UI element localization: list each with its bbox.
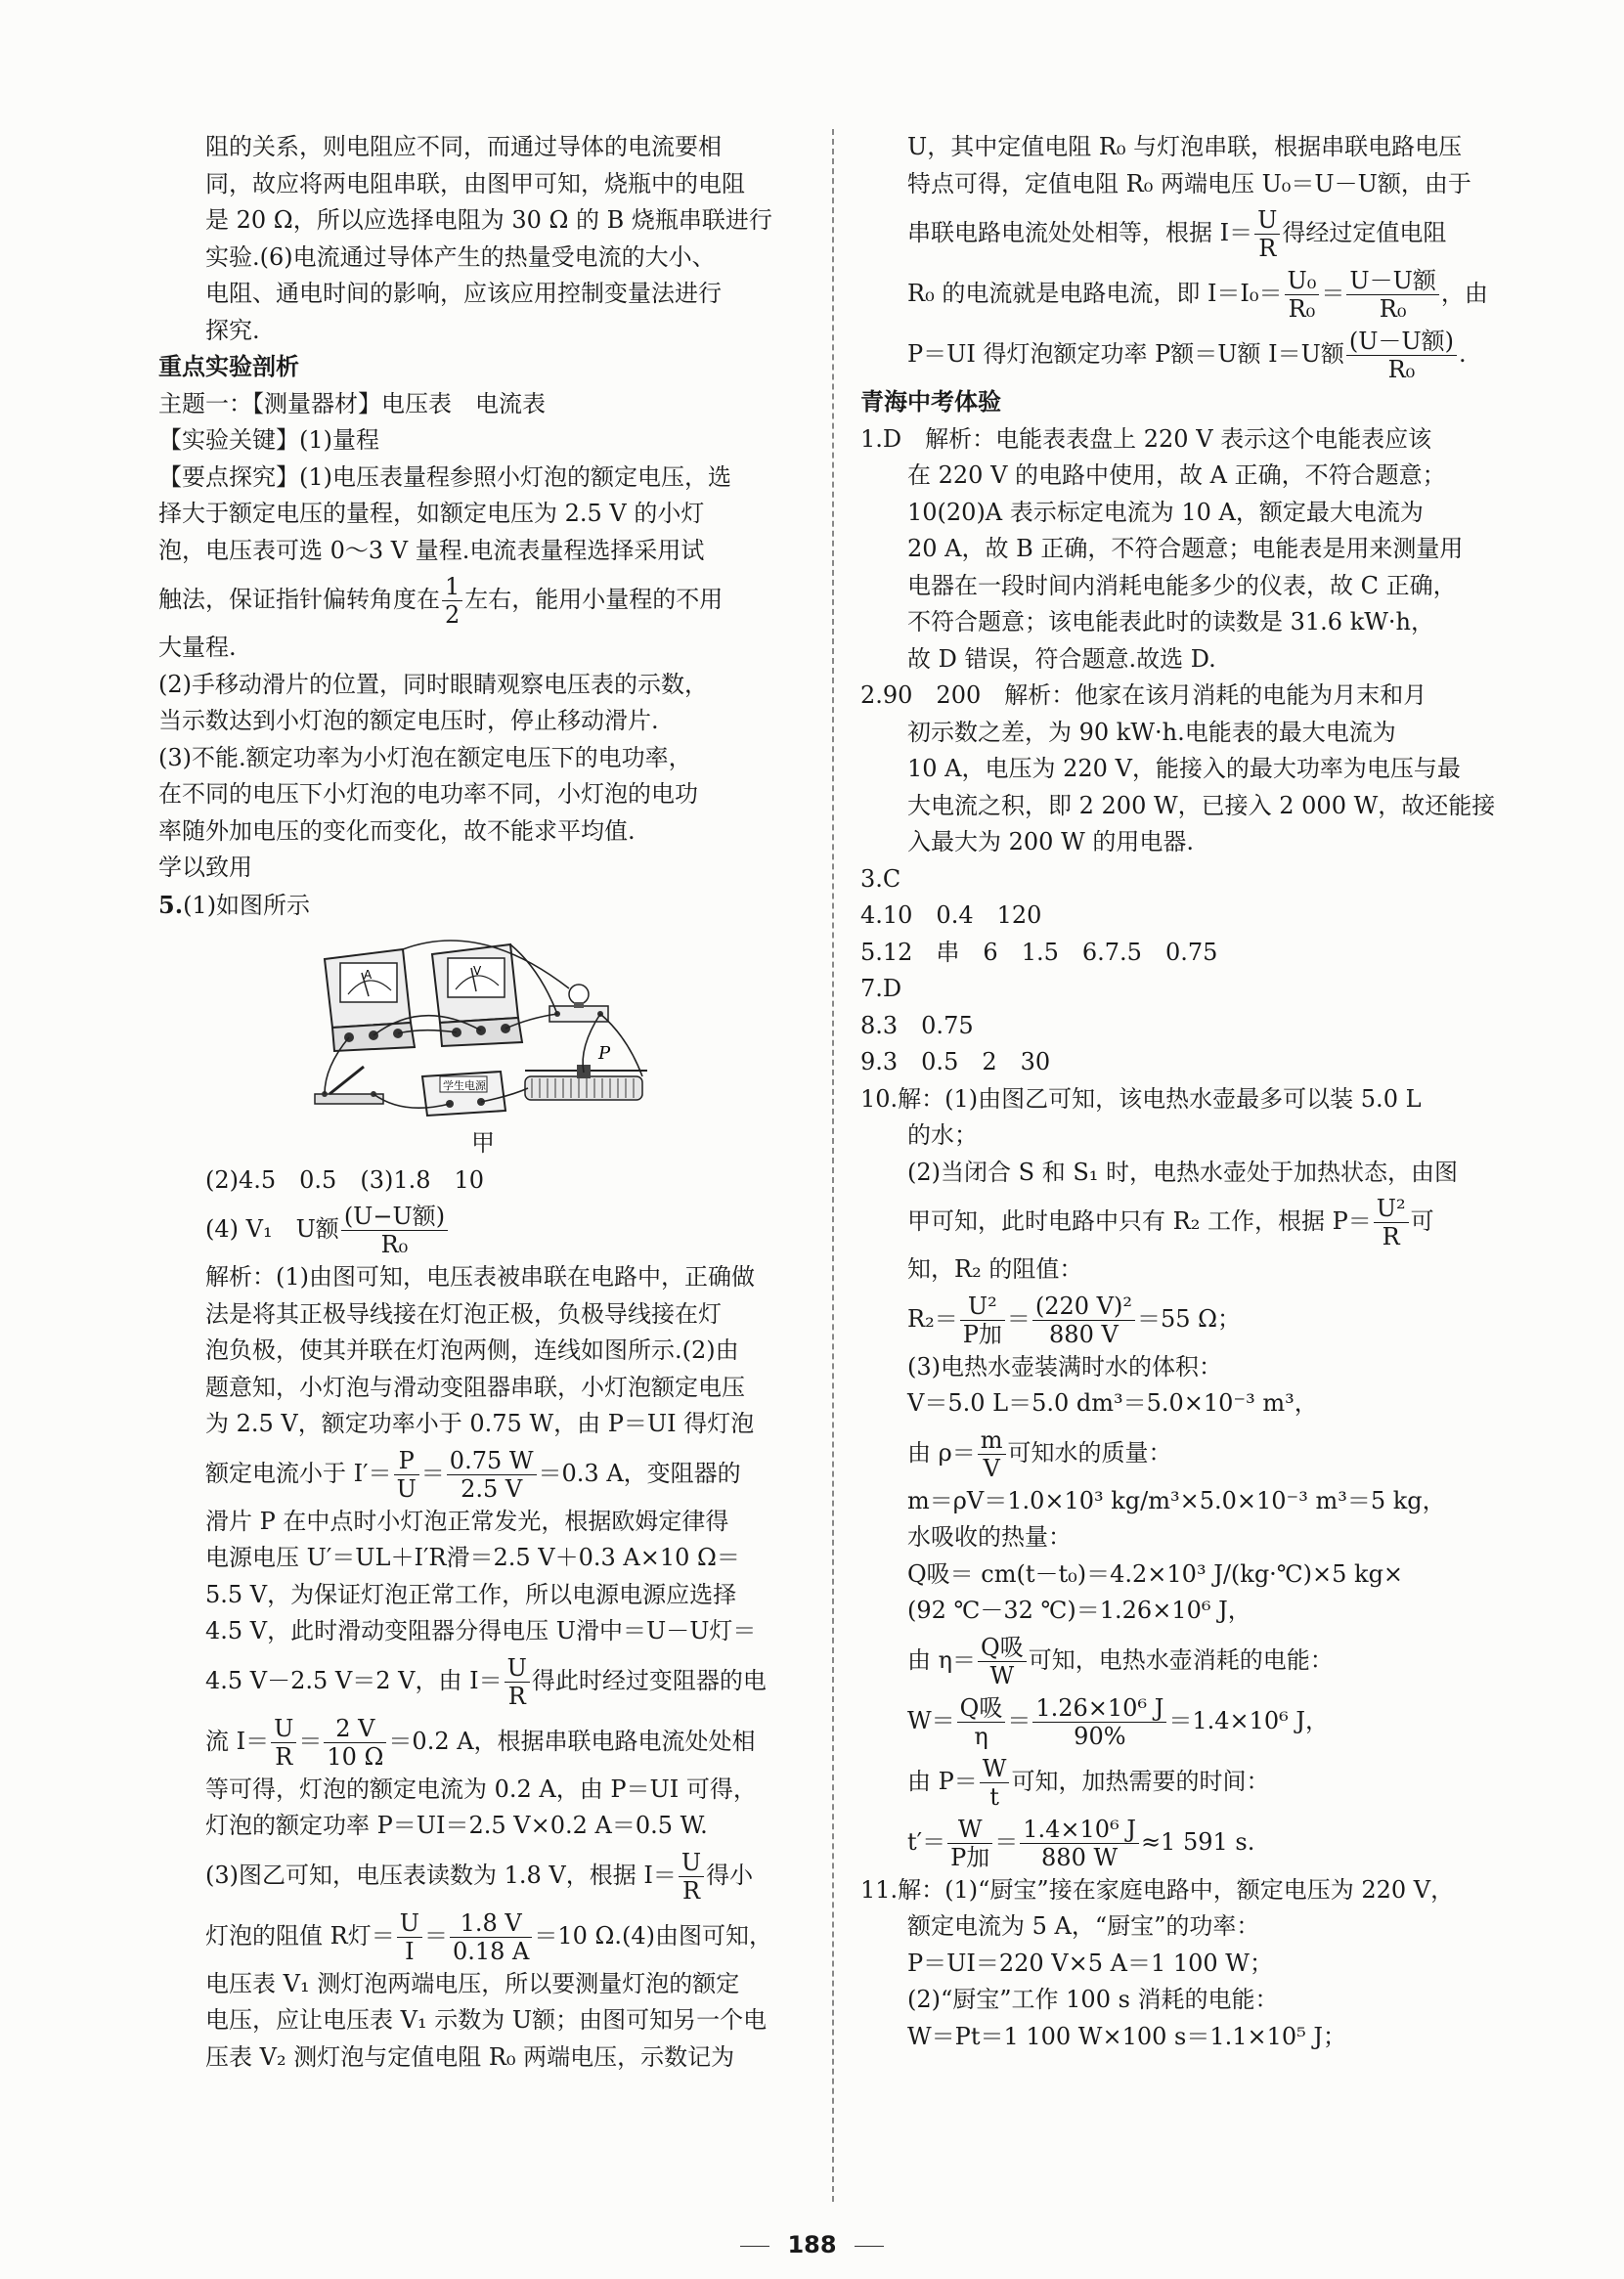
- slider-label: P: [598, 1043, 611, 1064]
- answer-11-line: 11.解：(1)“厨宝”接在家庭电路中，额定电压为 220 V，: [860, 1875, 1455, 1904]
- answer-9: 9.3 0.5 2 30: [860, 1048, 1051, 1075]
- analysis-line: 解析：(1)由图可知，电压表被串联在电路中，正确做: [205, 1263, 755, 1291]
- answer-line-4: (4) V₁ U额 $\frac{\text{(U−U额)}}{\text{R₀}}$: [158, 1199, 808, 1259]
- answer-10-fraction-line: W＝ $\frac{\text{Q吸}}{\eta}$ ＝ $\frac{\text{1.26×10⁶ J}}{90\%}$ ＝1.4×10⁶ J，: [907, 1693, 1330, 1750]
- answer-2-line: 入最大为 200 W 的用电器.: [907, 828, 1194, 855]
- intro-line: 同，故应将两电阻串联，由图甲可知，烧瓶中的电阻: [205, 169, 745, 197]
- column-divider: [832, 129, 834, 2202]
- intro-line: 探究.: [205, 316, 260, 344]
- figure-caption: 甲: [471, 1129, 495, 1157]
- analysis-line: 电源电压 U′＝UL＋I′R滑＝2.5 V＋0.3 A×10 Ω＝: [205, 1544, 740, 1571]
- answer-4: 4.10 0.4 120: [860, 901, 1042, 929]
- explore-line: 率随外加电压的变化而变化，故不能求平均值.: [158, 816, 636, 845]
- explore-line: 当示数达到小灯泡的额定电压时，停止移动滑片.: [158, 707, 659, 734]
- analysis-line: 滑片 P 在中点时小灯泡正常发光，根据欧姆定律得: [205, 1507, 729, 1535]
- analysis-line: 泡负极，使其并联在灯泡两侧，连线如图所示.(2)由: [205, 1337, 739, 1364]
- answer-10-line: m＝ρV＝1.0×10³ kg/m³×5.0×10⁻³ m³＝5 kg，: [907, 1486, 1446, 1514]
- answer-11-line: 额定电流为 5 A，“厨宝”的功率：: [907, 1912, 1260, 1940]
- analysis-fraction-line: 额定电流小于 I′＝ $\frac{P}{U}$ ＝ $\frac{0.75 W}{2.5 V}$ ＝0.3 A，变阻器的: [205, 1446, 741, 1503]
- answer-5-6: 5.12 串 6 1.5 6.7.5 0.75: [860, 938, 1218, 966]
- answer-11-line: (2)“厨宝”工作 100 s 消耗的电能：: [907, 1986, 1279, 2013]
- intro-line: 阻的关系，则电阻应不同，而通过导体的电流要相: [205, 133, 722, 160]
- answer-10-fraction-line: R₂＝ $\frac{\text{U²}}{\text{P加}}$ ＝ $\frac{\text{(220 V)²}}{880 V}$ ＝55 Ω；: [907, 1292, 1242, 1348]
- explore-fraction-line: 触法，保证指针偏转角度在 $\frac{1}{2}$ 左右，能用小量程的不用: [158, 573, 724, 629]
- analysis-line: 法是将其正极导线接在灯泡正极，负极导线接在灯: [205, 1299, 722, 1328]
- answer-line: (2)4.5 0.5 (3)1.8 10: [205, 1165, 485, 1194]
- fraction: $\frac{\text{(U−U额)}}{\text{R₀}}$: [341, 1203, 448, 1258]
- section-heading: 青海中考体验: [860, 388, 1001, 416]
- answer-10-line: 10.解：(1)由图乙可知，该电热水壶最多可以装 5.0 L: [860, 1084, 1422, 1113]
- analysis-line: 5.5 V，为保证灯泡正常工作，所以电源电源应选择: [205, 1580, 737, 1608]
- explore-line: 在不同的电压下小灯泡的电功率不同，小灯泡的电功: [158, 780, 698, 808]
- right-column: [860, 129, 1514, 2055]
- answer-1-line: 20 A，故 B 正确，不符合题意；电能表是用来测量用: [907, 535, 1464, 562]
- answer-1-line: 10(20)A 表示标定电流为 10 A，额定最大电流为: [907, 498, 1424, 526]
- answer-10-line: 的水；: [907, 1121, 978, 1149]
- analysis-line: 题意知，小灯泡与滑动变阻器串联，小灯泡额定电压: [205, 1373, 745, 1401]
- explore-line: 大量程.: [158, 634, 237, 661]
- left-column: [158, 129, 808, 2076]
- rheostat-icon: [525, 1043, 647, 1100]
- continued-fraction-line: 串联电路电流处处相等，根据 I＝ $\frac{U}{R}$ 得经过定值电阻: [907, 206, 1447, 262]
- intro-line: 实验.(6)电流通过导体产生的热量受电流的大小、: [205, 242, 716, 271]
- analysis-fraction-line: 流 I＝ $\frac{U}{R}$ ＝ $\frac{2 V}{10 \Omega}$ ＝0.2 A，根据串联电路电流处处相: [205, 1714, 756, 1771]
- answer-10-line: 知，R₂ 的阻值：: [907, 1255, 1083, 1283]
- explore-line: 泡，电压表可选 0～3 V 量程.电流表量程选择采用试: [158, 536, 705, 564]
- continued-fraction-line: P＝UI 得灯泡额定功率 P额＝U额 I＝U额 $\frac{\text{(U－U额)}}{\text{R₀}}$ .: [907, 328, 1467, 383]
- explore-line: 择大于额定电压的量程，如额定电压为 2.5 V 的小灯: [158, 500, 705, 527]
- answer-10-line: (3)电热水壶装满时水的体积：: [907, 1352, 1222, 1381]
- answer-2-line: 初示数之差，为 90 kW·h.电能表的最大电流为: [907, 718, 1396, 746]
- intro-line: 是 20 Ω，所以应选择电阻为 30 Ω 的 B 烧瓶串联进行: [205, 206, 772, 234]
- answer-1-line: 在 220 V 的电路中使用，故 A 正确，不符合题意；: [907, 461, 1446, 489]
- answer-10-line: V＝5.0 L＝5.0 dm³＝5.0×10⁻³ m³，: [907, 1389, 1318, 1417]
- page-number: 188: [0, 2231, 1624, 2258]
- ammeter-label: A: [364, 968, 373, 982]
- question-5: 5.(1)如图所示: [158, 890, 311, 919]
- answer-2-line: 大电流之积，即 2 200 W，已接入 2 000 W，故还能接: [907, 791, 1496, 819]
- analysis-line: 压表 V₂ 测灯泡与定值电阻 R₀ 两端电压，示数记为: [205, 2042, 735, 2071]
- ammeter-icon: [325, 949, 415, 1051]
- analysis-line: 电压表 V₁ 测灯泡两端电压，所以要测量灯泡的额定: [205, 1969, 740, 1997]
- continued-line: 特点可得，定值电阻 R₀ 两端电压 U₀＝U－U额，由于: [907, 169, 1471, 197]
- answer-2-line: 10 A，电压为 220 V，能接入的最大功率为电压与最: [907, 755, 1461, 782]
- continued-fraction-line: R₀ 的电流就是电路电流，即 I＝I₀＝ $\frac{\text{U₀}}{\text{R₀}}$ ＝ $\frac{\text{U－U额}}{\text{R₀}}$ ，由: [907, 267, 1488, 323]
- intro-line: 电阻、通电时间的影响，应该应用控制变量法进行: [205, 280, 722, 307]
- analysis-line: 4.5 V，此时滑动变阻器分得电压 U滑中＝U－U灯＝: [205, 1617, 757, 1644]
- fraction: $\frac{1}{2}$: [442, 573, 462, 629]
- answer-2-line: 2.90 200 解析：他家在该月消耗的电能为月末和月: [860, 681, 1427, 709]
- power-supply-icon: [422, 1072, 505, 1116]
- answer-7: 7.D: [860, 975, 902, 1002]
- answer-10-fraction-line: 由 η＝ $\frac{\text{Q吸}}{W}$ 可知，电热水壶消耗的电能：: [907, 1633, 1334, 1689]
- answer-10-line: (2)当闭合 S 和 S₁ 时，电热水壶处于加热状态，由图: [907, 1158, 1459, 1186]
- answer-10-line: (92 ℃－32 ℃)＝1.26×10⁶ J，: [907, 1597, 1251, 1624]
- answer-1-line: 电器在一段时间内消耗电能多少的仪表，故 C 正确，: [907, 571, 1457, 599]
- answer-10-fraction-line: t′＝ $\frac{W}{\text{P加}}$ ＝ $\frac{\text{1.4×10⁶ J}}{880 W}$ ≈1 591 s.: [907, 1815, 1255, 1871]
- answer-11-line: W＝Pt＝1 100 W×100 s＝1.1×10⁵ J；: [907, 2022, 1347, 2050]
- topic-line: 主题一：【测量器材】电压表 电流表: [158, 389, 546, 417]
- answer-10-line: 水吸收的热量：: [907, 1523, 1072, 1551]
- analysis-line: 灯泡的额定功率 P＝UI＝2.5 V×0.2 A＝0.5 W.: [205, 1812, 708, 1839]
- answer-10-fraction-line: 由 ρ＝ $\frac{m}{V}$ 可知水的质量：: [907, 1425, 1172, 1482]
- explore-line: 【要点探究】(1)电压表量程参照小灯泡的额定电压，选: [158, 462, 731, 491]
- analysis-fraction-line: (3)图乙可知，电压表读数为 1.8 V，根据 I＝ $\frac{U}{R}$ 得小: [205, 1848, 754, 1905]
- explore-line: (2)手移动滑片的位置，同时眼睛观察电压表的示数，: [158, 670, 708, 698]
- answer-10-fraction-line: 甲可知，此时电路中只有 R₂ 工作，根据 P＝ $\frac{\text{U²}}{R}$ 可: [907, 1195, 1434, 1250]
- answer-11-line: P＝UI＝220 V×5 A＝1 100 W；: [907, 1949, 1273, 1977]
- answer-1-line: 不符合题意；该电能表此时的读数是 31.6 kW·h，: [907, 608, 1434, 635]
- analysis-line: 为 2.5 V，额定功率小于 0.75 W，由 P＝UI 得灯泡: [205, 1410, 755, 1437]
- answer-10-line: Q吸＝ cm(t－t₀)＝4.2×10³ J/(kg·℃)×5 kg×: [907, 1559, 1404, 1588]
- answer-1-line: 故 D 错误，符合题意.故选 D.: [907, 644, 1216, 673]
- answer-3: 3.C: [860, 864, 901, 893]
- answer-10-fraction-line: 由 P＝ $\frac{W}{t}$ 可知，加热需要的时间：: [907, 1754, 1270, 1811]
- key-line: 【实验关键】(1)量程: [158, 426, 379, 454]
- explore-line: (3)不能.额定功率为小灯泡在额定电压下的电功率，: [158, 743, 692, 771]
- analysis-fraction-line: 灯泡的阻值 R灯＝ $\frac{U}{I}$ ＝ $\frac{1.8 V}{0.18 A}$ ＝10 Ω.(4)由图可知，: [205, 1908, 773, 1965]
- section-subheading: 学以致用: [158, 854, 252, 881]
- analysis-line: 电压，应让电压表 V₁ 示数为 U额；由图可知另一个电: [205, 2006, 768, 2034]
- analysis-fraction-line: 4.5 V－2.5 V＝2 V，由 I＝ $\frac{U}{R}$ 得此时经过变阻器的电: [205, 1653, 767, 1710]
- analysis-line: 等可得，灯泡的额定电流为 0.2 A，由 P＝UI 可得，: [205, 1775, 757, 1803]
- circuit-figure: [305, 930, 677, 1125]
- section-heading: 重点实验剖析: [158, 353, 299, 380]
- answer-1-line: 1.D 解析：电能表表盘上 220 V 表示这个电能表应该: [860, 424, 1432, 453]
- power-supply-label: 学生电源: [443, 1079, 486, 1092]
- continued-line: U，其中定值电阻 R₀ 与灯泡串联，根据串联电路电压: [907, 133, 1463, 160]
- answer-8: 8.3 0.75: [860, 1011, 974, 1039]
- voltmeter-label: V: [473, 964, 482, 978]
